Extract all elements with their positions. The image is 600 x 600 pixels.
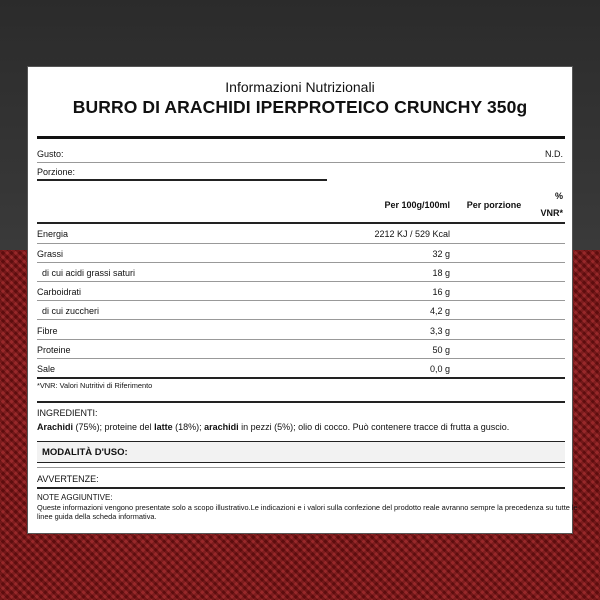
usage-section [37, 441, 565, 463]
nutrient-label: di cui zuccheri [42, 306, 100, 316]
nutrient-label: Proteine [37, 345, 71, 355]
row-divider [37, 300, 565, 301]
allergen-bold: latte [154, 422, 173, 432]
row-divider [37, 358, 565, 359]
product-title: BURRO DI ARACHIDI IPERPROTEICO CRUNCHY 350g [72, 97, 528, 117]
gusto-label: Gusto: [37, 149, 64, 159]
divider-title [37, 136, 565, 139]
ingredient-bold: Arachidi [37, 422, 74, 432]
porzione-label: Porzione: [37, 167, 76, 177]
nutrient-label: Sale [37, 364, 56, 374]
row-divider [37, 339, 565, 340]
divider-porzione [37, 179, 327, 181]
divider-ingredients [37, 401, 565, 403]
ingredients-title: INGREDIENTI: [37, 408, 98, 418]
notes-title: NOTE AGGIUNTIVE: [37, 493, 113, 502]
nutrient-value: 2212 KJ / 529 Kcal [374, 229, 450, 239]
column-header-per-portion: Per porzione [466, 200, 522, 210]
nutrient-value: 50 g [432, 345, 450, 355]
nutrient-label: Carboidrati [37, 287, 82, 297]
warnings-title: AVVERTENZE: [37, 474, 99, 484]
usage-title: MODALITÀ D'USO: [42, 447, 128, 458]
nutrient-value: 16 g [432, 287, 450, 297]
divider-usage [37, 467, 565, 468]
notes-line-1: Queste informazioni vengono presentate solo a scopo illustrativo.Le indicazioni e i valori sulla confezione del prodotto reale avranno sempre la precedenza su tutte le [37, 503, 578, 512]
divider-gusto [37, 162, 565, 163]
nutrition-label-card [27, 66, 578, 534]
nutrient-value: 18 g [432, 268, 450, 278]
nutrient-value: 3,3 g [429, 326, 450, 336]
nutrient-value: 0,0 g [429, 364, 450, 374]
ingredients-text: Arachidi (75%); proteine del latte (18%); arachidi in pezzi (5%); olio di cocco. Può contenere tracce di frutta a guscio. [37, 422, 510, 432]
row-divider [37, 319, 565, 320]
notes-line-2: linee guida della scheda informativa. [37, 512, 157, 521]
row-divider [37, 262, 565, 263]
nutrient-value: 32 g [432, 249, 450, 259]
nutrient-label: Fibre [37, 326, 58, 336]
nutrient-value: 4,2 g [429, 306, 450, 316]
ingredient-bold: arachidi [204, 422, 239, 432]
divider-table-end [37, 377, 565, 379]
vnr-footnote: *VNR: Valori Nutritivi di Riferimento [37, 381, 153, 390]
row-divider [37, 281, 565, 282]
nutrient-label: di cui acidi grassi saturi [42, 268, 136, 278]
gusto-value: N.D. [545, 149, 563, 159]
nutrient-label: Energia [37, 229, 69, 239]
column-header-vnr: VNR* [540, 208, 563, 218]
column-header-vnr-pct: % [554, 191, 563, 201]
column-header-per100: Per 100g/100ml [384, 200, 450, 210]
divider-warnings [37, 487, 565, 489]
nutrient-label: Grassi [37, 249, 64, 259]
label-subtitle: Informazioni Nutrizionali [225, 79, 375, 95]
divider-table-header [37, 222, 565, 224]
row-divider [37, 243, 565, 244]
